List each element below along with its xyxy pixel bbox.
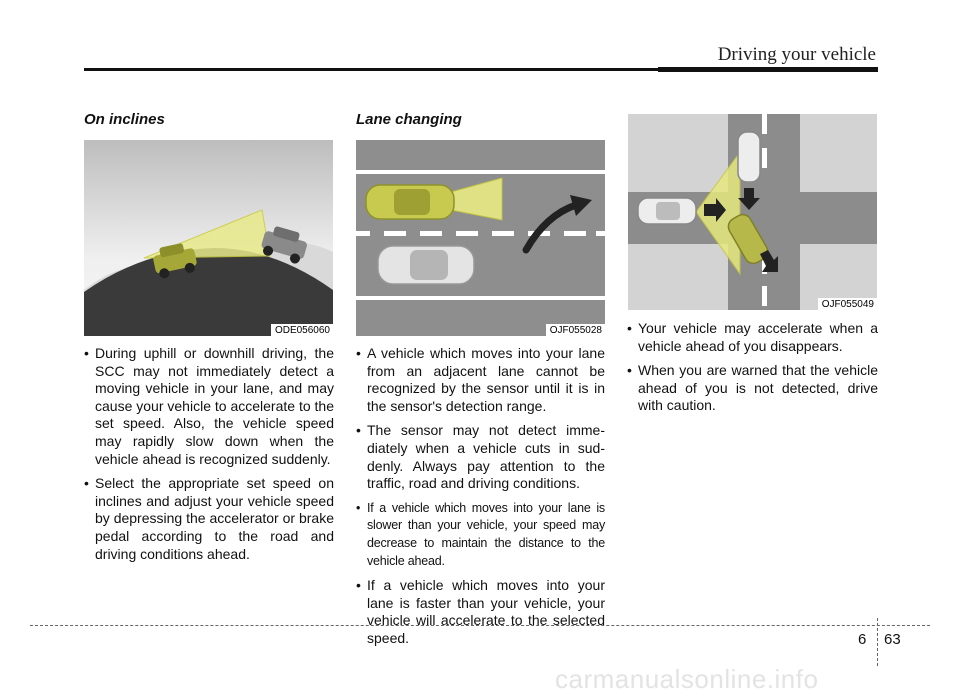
figure-code: OJF055049 (818, 298, 877, 310)
header-rule-thick (658, 67, 878, 72)
bullet-item: • The sensor may not detect immediately when a vehicle cuts in suddenly. Always pay attention to the traffic, road and driving conditions. (356, 422, 605, 492)
bullet-list-on-inclines (84, 345, 334, 570)
lane-change-illustration (356, 140, 605, 336)
section-title-on-inclines: On inclines (84, 111, 165, 128)
figure-lane-changing (356, 140, 605, 336)
bullet-item: • During uphill or downhill driving, the SCC may not immediately detect a moving vehicle in your lane, and may cause your vehicle to accelerate to the set speed. Also, the vehicle speed may rapidly slow down when the vehicle ahead is recognized suddenly. (84, 345, 334, 468)
bullet-item: • Select the appropriate set speed on inclines and adjust your vehicle speed by depressing the accelerator or brake pedal according to the road and driving conditions ahead. (84, 475, 334, 563)
bullet-item: • If a vehicle which moves into your lane is slower than your vehicle, your speed may decrease to maintain the distance to the vehicle ahead. (356, 500, 605, 570)
bullet-list-lane-changing (356, 345, 605, 655)
figure-code: ODE056060 (271, 324, 333, 336)
bullet-list-vehicle-ahead (627, 320, 878, 422)
bullet-item: • When you are warned that the vehicle ahead of you is not detected, drive with caution. (627, 362, 878, 415)
watermark: carmanualsonline.info (555, 664, 819, 694)
bullet-item: • Your vehicle may accelerate when a vehicle ahead of you disappears. (627, 320, 878, 355)
header-title: Driving your vehicle (717, 44, 876, 65)
section-title-lane-changing: Lane changing (356, 111, 462, 128)
header-rule (84, 68, 658, 71)
footer-rule (30, 625, 930, 626)
bullet-item: • A vehicle which moves into your lane from an adjacent lane cannot be recognized by the sensor until it is in the sensor's detection range. (356, 345, 605, 415)
figure-code: OJF055028 (546, 324, 605, 336)
chapter-number: 6 (858, 631, 867, 648)
page-number: 63 (884, 631, 901, 648)
footer-divider (877, 618, 878, 666)
figure-vehicle-ahead (628, 114, 877, 310)
figure-on-inclines (84, 140, 333, 336)
incline-illustration (84, 140, 333, 336)
bullet-item: • If a vehicle which moves into your lane is faster than your vehicle, your vehicle will accelerate to the selected speed. (356, 577, 605, 647)
vehicle-ahead-illustration (628, 114, 877, 310)
